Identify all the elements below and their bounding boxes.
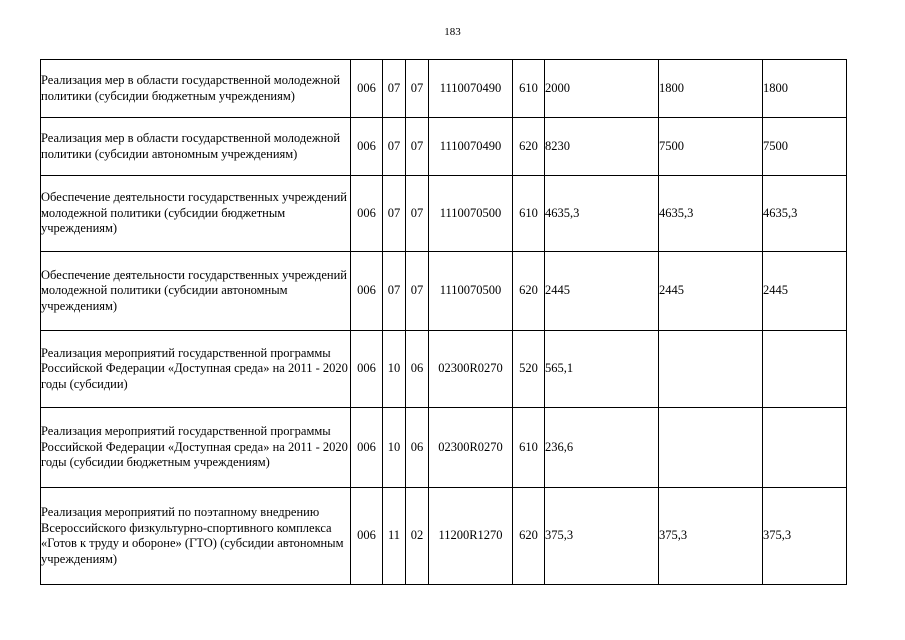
amount-year-2-cell (659, 408, 763, 488)
row-name-cell: Реализация мероприятий государственной программы Российской Федерации «Доступная среда» на 2011 - 2020 годы (субсидии бюджетным учреждениям) (41, 408, 351, 488)
table-row (41, 252, 847, 331)
amount-year-1-cell: 565,1 (545, 331, 659, 408)
table-row (41, 60, 847, 118)
page-number: 183 (444, 26, 461, 38)
ministry-code-cell: 006 (351, 488, 383, 585)
table-row (41, 176, 847, 252)
amount-year-3-cell: 375,3 (763, 488, 847, 585)
table-row (41, 488, 847, 585)
amount-year-2-cell (659, 331, 763, 408)
expense-type-cell: 620 (513, 118, 545, 176)
expense-type-cell: 610 (513, 176, 545, 252)
amount-year-1-cell: 2000 (545, 60, 659, 118)
subsection-code-cell: 07 (406, 60, 429, 118)
amount-year-2-cell: 7500 (659, 118, 763, 176)
target-article-cell: 02300R0270 (429, 408, 513, 488)
amount-year-2-cell: 4635,3 (659, 176, 763, 252)
section-code-cell: 10 (383, 331, 406, 408)
amount-year-3-cell: 4635,3 (763, 176, 847, 252)
subsection-code-cell: 07 (406, 118, 429, 176)
target-article-cell: 1110070490 (429, 118, 513, 176)
table-row (41, 118, 847, 176)
target-article-cell: 1110070500 (429, 176, 513, 252)
subsection-code-cell: 07 (406, 176, 429, 252)
table-row (41, 408, 847, 488)
subsection-code-cell: 06 (406, 408, 429, 488)
ministry-code-cell: 006 (351, 408, 383, 488)
amount-year-2-cell: 1800 (659, 60, 763, 118)
ministry-code-cell: 006 (351, 60, 383, 118)
section-code-cell: 07 (383, 60, 406, 118)
ministry-code-cell: 006 (351, 176, 383, 252)
target-article-cell: 11200R1270 (429, 488, 513, 585)
row-name-cell: Обеспечение деятельности государственных учреждений молодежной политики (субсидии бюджетным учреждениям) (41, 176, 351, 252)
subsection-code-cell: 07 (406, 252, 429, 331)
amount-year-1-cell: 8230 (545, 118, 659, 176)
section-code-cell: 11 (383, 488, 406, 585)
amount-year-1-cell: 4635,3 (545, 176, 659, 252)
expense-type-cell: 620 (513, 252, 545, 331)
amount-year-3-cell: 7500 (763, 118, 847, 176)
budget-table (40, 59, 847, 585)
ministry-code-cell: 006 (351, 118, 383, 176)
amount-year-3-cell: 1800 (763, 60, 847, 118)
section-code-cell: 07 (383, 176, 406, 252)
expense-type-cell: 520 (513, 331, 545, 408)
amount-year-2-cell: 2445 (659, 252, 763, 331)
target-article-cell: 1110070490 (429, 60, 513, 118)
target-article-cell: 02300R0270 (429, 331, 513, 408)
expense-type-cell: 610 (513, 60, 545, 118)
amount-year-1-cell: 375,3 (545, 488, 659, 585)
budget-table-body (41, 60, 847, 585)
row-name-cell: Реализация мероприятий государственной программы Российской Федерации «Доступная среда» на 2011 - 2020 годы (субсидии) (41, 331, 351, 408)
amount-year-1-cell: 2445 (545, 252, 659, 331)
row-name-cell: Обеспечение деятельности государственных учреждений молодежной политики (субсидии автономным учреждениям) (41, 252, 351, 331)
table-row (41, 331, 847, 408)
section-code-cell: 10 (383, 408, 406, 488)
section-code-cell: 07 (383, 252, 406, 331)
section-code-cell: 07 (383, 118, 406, 176)
amount-year-3-cell (763, 331, 847, 408)
target-article-cell: 1110070500 (429, 252, 513, 331)
row-name-cell: Реализация мер в области государственной молодежной политики (субсидии бюджетным учреждениям) (41, 60, 351, 118)
ministry-code-cell: 006 (351, 331, 383, 408)
row-name-cell: Реализация мероприятий по поэтапному внедрению Всероссийского физкультурно-спортивного комплекса «Готов к труду и обороне» (ГТО) (субсидии автономным учреждениям) (41, 488, 351, 585)
expense-type-cell: 610 (513, 408, 545, 488)
amount-year-1-cell: 236,6 (545, 408, 659, 488)
subsection-code-cell: 06 (406, 331, 429, 408)
amount-year-3-cell: 2445 (763, 252, 847, 331)
row-name-cell: Реализация мер в области государственной молодежной политики (субсидии автономным учреждениям) (41, 118, 351, 176)
ministry-code-cell: 006 (351, 252, 383, 331)
amount-year-3-cell (763, 408, 847, 488)
amount-year-2-cell: 375,3 (659, 488, 763, 585)
expense-type-cell: 620 (513, 488, 545, 585)
subsection-code-cell: 02 (406, 488, 429, 585)
